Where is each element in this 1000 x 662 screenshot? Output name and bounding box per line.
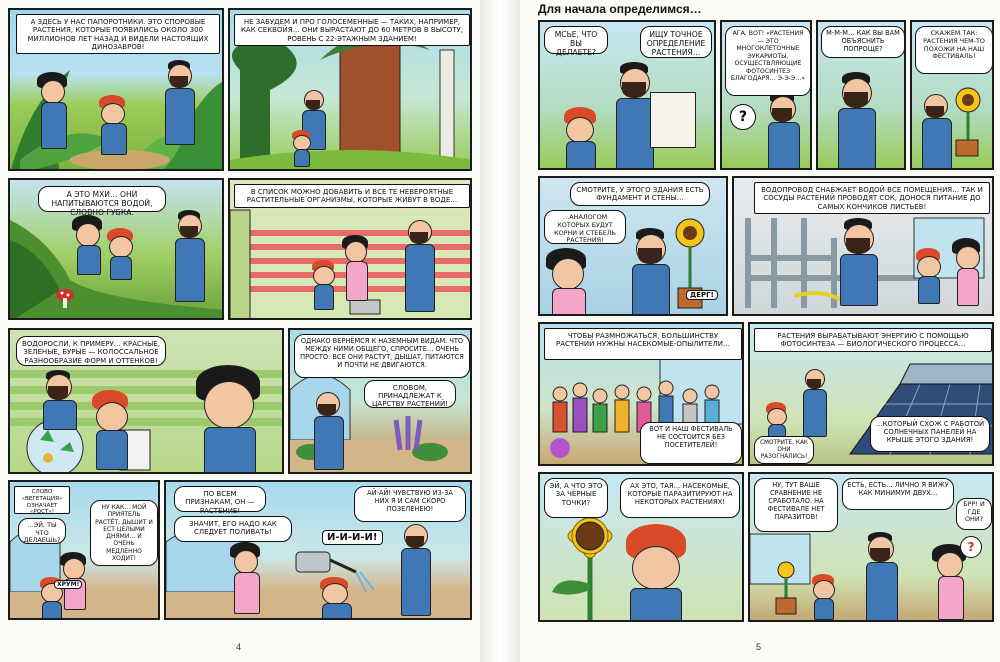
character-bearded-man (396, 524, 436, 619)
sfx-tug: ДЕРГ! (686, 290, 718, 300)
newspaper-icon (650, 92, 696, 148)
panel-festival (910, 20, 994, 170)
character-bearded-man (310, 392, 346, 472)
question-mark-bubble: ? (730, 104, 756, 130)
panel-parasites (748, 472, 994, 622)
character-bearded-man (170, 210, 210, 310)
character-redhead-boy (95, 95, 131, 155)
speech-bubble-explain-simpler: М-М-М… КАК ВЫ ВАМ ОБЪЯСНИТЬ ПОПРОЩЕ? (821, 26, 905, 58)
character-bearded-man (834, 218, 884, 308)
question-mark-bubble: ? (960, 536, 982, 558)
speech-bubble-algae: ВОДОРОСЛИ, К ПРИМЕРУ… КРАСНЫЕ, ЗЕЛЕНЫЕ, БУРЫЕ — КОЛОССАЛЬНОЕ РАЗНООБРАЗИЕ ФОРМ И ОТТЕНКОВ! (16, 336, 166, 366)
character-bearded-man (762, 92, 806, 170)
sfx-scream: И-И-И-И! (322, 530, 383, 545)
speech-bubble-searching: ИЩУ ТОЧНОЕ ОПРЕДЕЛЕНИЕ РАСТЕНИЯ… (640, 26, 712, 58)
character-redhead-boy (105, 228, 135, 278)
speech-bubble-solar-panels: …КОТОРЫЙ СХОЖ С РАБОТОЙ СОЛНЕЧНЫХ ПАНЕЛЕЙ НА КРЫШЕ ЭТОГО ЗДАНИЯ! (870, 416, 990, 452)
speech-bubble-roots-stem: …АНАЛОГОМ КОТОРЫХ БУДУТ КОРНИ И СТЕБЕЛЬ РАСТЕНИЯ! (544, 210, 626, 244)
panel-plumbing (732, 176, 994, 316)
speech-bubble-what-doing: …ЭЙ, ТЫ ЧТО ДЕЛАЕШЬ? (18, 518, 66, 544)
caption-plumbing: ВОДОПРОВОД СНАБЖАЕТ ВОДОЙ ВСЕ ПОМЕЩЕНИЯ… ТАК И СОСУДЫ РАСТЕНИЙ ПРОВОДЯТ СОК, ДОНОСЯ ПИТАНИЕ ДО САМЫХ КОНЧИКОВ ЛИСТЬЕВ! (754, 182, 990, 214)
caption-photosynthesis: РАСТЕНИЯ ВЫРАБАТЫВАЮТ ЭНЕРГИЮ С ПОМОЩЬЮ ФОТОСИНТЕЗА — БИОЛОГИЧЕСКОГО ПРОЦЕССА… (754, 328, 992, 352)
speech-bubble-plant-kingdom: СЛОВОМ, ПРИНАДЛЕЖАТ К ЦАРСТВУ РАСТЕНИЙ! (364, 380, 456, 408)
speech-bubble-black-dots: ЭЙ, А ЧТО ЭТО ЗА ЧЁРНЫЕ ТОЧКИ? (544, 478, 608, 518)
character-girl (342, 235, 370, 305)
page-number-left: 4 (236, 642, 242, 652)
speech-bubble-comparison-failed: НУ, ТУТ ВАШЕ СРАВНЕНИЕ НЕ СРАБОТАЛО. НА ФЕСТИВАЛЕ НЕТ ПАРАЗИТОВ! (754, 478, 838, 532)
character-girl (226, 542, 266, 617)
panel-mosses (8, 178, 224, 320)
spine-gutter (480, 0, 520, 662)
panel-algae (8, 328, 284, 474)
panel-pollinators (538, 322, 744, 466)
character-redhead-boy (620, 524, 690, 622)
panel-explain (816, 20, 906, 170)
character-bearded-man (860, 532, 904, 622)
character-redhead-boy (90, 390, 132, 470)
character-girl (544, 248, 594, 316)
character-redhead-boy (316, 577, 356, 617)
panel-definition (720, 20, 812, 170)
character-redhead-boy (310, 260, 336, 310)
speech-bubble-water-him: ЗНАЧИТ, ЕГО НАДО КАК СЛЕДУЕТ ПОЛИВАТЬ! (174, 516, 292, 542)
speech-bubble-turn-green: АЙ-АЙ! ЧУВСТВУЮ ИЗ-ЗА НИХ Я И САМ СКОРО ПОЗЕЛЕНЕЮ! (354, 486, 466, 522)
speech-bubble-foundation: СМОТРИТЕ, У ЭТОГО ЗДАНИЯ ЕСТЬ ФУНДАМЕНТ И СТЕНЫ… (570, 182, 710, 206)
speech-bubble-sped-up: СМОТРИТЕ, КАК ОНИ РАЗОГНАЛИСЬ! (754, 436, 814, 464)
character-bearded-man (800, 369, 830, 439)
character-girl (72, 215, 104, 275)
panel-solar (748, 322, 994, 466)
panel-black-dots (538, 472, 744, 622)
sfx-crunch: ХРУМ! (54, 580, 82, 589)
speech-bubble-where-are-they: БРР! И ГДЕ ОНИ? (956, 498, 992, 530)
caption-sequoia: НЕ ЗАБУДЕМ И ПРО ГОЛОСЕМЕННЫЕ — ТАКИХ, НАПРИМЕР, КАК СЕКВОЙЯ… ОНИ ВЫРАСТАЮТ ДО 60 МЕТРОВ В ВЫСОТУ, РОВЕНЬ С 22-ЭТАЖНЫМ ЗДАНИЕМ! (234, 14, 470, 46)
character-bearded-man (40, 370, 80, 430)
page-number-right: 5 (756, 642, 762, 652)
speech-bubble-like-festival: СКАЖЕМ ТАК: РАСТЕНИЯ ЧЕМ-ТО ПОХОЖИ НА НАШ ФЕСТИВАЛЬ! (915, 26, 993, 74)
panel-newspaper (538, 20, 716, 170)
speech-bubble-plant-signs: ПО ВСЕМ ПРИЗНАКАМ, ОН — РАСТЕНИЕ! (174, 486, 266, 512)
panel-vegetation (8, 480, 160, 620)
panel-aquatic (228, 178, 472, 320)
page-heading: Для начала определимся… (538, 2, 702, 16)
character-bearded-man (626, 228, 676, 316)
caption-pollinators: ЧТОБЫ РАЗМНОЖАТЬСЯ, БОЛЬШИНСТВУ РАСТЕНИЙ НУЖНЫ НАСЕКОМЫЕ-ОПЫЛИТЕЛИ… (544, 328, 742, 360)
character-bearded-man (160, 60, 200, 150)
character-girl (952, 238, 982, 308)
speech-bubble-at-least-two: ЕСТЬ, ЕСТЬ… ЛИЧНО Я ВИЖУ КАК МИНИМУМ ДВУХ… (842, 478, 954, 510)
character-girl (35, 72, 71, 152)
speech-bubble-visitors: ВОТ И НАШ ФЕСТИВАЛЬ НЕ СОСТОИТСЯ БЕЗ ПОСЕТИТЕЛЕЙ! (640, 422, 742, 464)
speech-bubble-my-friend: НУ КАК… МОЙ ПРИЯТЕЛЬ РАСТЁТ, ДЫШИТ И ЕСТ ЦЕЛЫМИ ДНЯМИ… И ОЧЕНЬ МЕДЛЕННО ХОДИТ! (90, 500, 158, 566)
character-redhead-boy (810, 574, 836, 619)
speech-bubble-aha: АГА, ВОТ! «РАСТЕНИЯ — ЭТО МНОГОКЛЕТОЧНЫЕ ЭУКАРИОТЫ, ОСУЩЕСТВЛЯЮЩИЕ ФОТОСИНТЕЗ БЛАГОДАРЯ… Э-Э-Э…» (725, 26, 811, 96)
speech-bubble-insects: АХ ЭТО, ТАЯ… НАСЕКОМЫЕ, КОТОРЫЕ ПАРАЗИТИРУЮТ НА НЕКОТОРЫХ РАСТЕНИЯХ! (620, 478, 740, 518)
panel-watering (164, 480, 472, 620)
character-redhead-boy (560, 107, 600, 169)
character-girl (190, 365, 270, 474)
panel-sequoia (228, 8, 472, 171)
character-bearded-man (918, 94, 954, 170)
panel-ferns (8, 8, 224, 171)
left-page (0, 0, 480, 662)
character-redhead-boy (290, 130, 312, 165)
caption-aquatic: В СПИСОК МОЖНО ДОБАВИТЬ И ВСЕ ТЕ НЕВЕРОЯТНЫЕ РАСТИТЕЛЬНЫЕ ОРГАНИЗМЫ, КОТОРЫЕ ЖИВУТ В ВОДЕ… (234, 184, 470, 208)
character-redhead-boy (914, 248, 942, 304)
caption-vegetation: СЛОВО «ВЕГЕТАЦИЯ» ОЗНАЧАЕТ «РОСТ»! (14, 486, 70, 514)
speech-bubble-mosses: А ЭТО МХИ… ОНИ НАПИТЫВАЮТСЯ ВОДОЙ, СЛОВНО ГУБКА. (38, 186, 166, 212)
caption-ferns: А ЗДЕСЬ У НАС ПАПОРОТНИКИ. ЭТО СПОРОВЫЕ РАСТЕНИЯ, КОТОРЫЕ ПОЯВИЛИСЬ ОКОЛО 300 МИЛЛИОНОВ ЛЕТ НАЗАД И ВИДЕЛИ НАСТОЯЩИХ ДИНОЗАВРОВ! (16, 14, 220, 54)
character-bearded-man (832, 72, 882, 170)
character-bearded-man (400, 220, 438, 315)
panel-land-plants (288, 328, 472, 474)
speech-bubble-land-plants: ОДНАКО ВЕРНЁМСЯ К НАЗЕМНЫМ ВИДАМ. ЧТО МЕЖДУ НИМИ ОБЩЕГО, СПРОСИТЕ… ОЧЕНЬ ПРОСТО: ВСЕ ОНИ РАСТУТ, ДЫШАТ, ПИТАЮТСЯ И ПОЧТИ НЕ ДВИГАЮТСЯ. (294, 334, 470, 378)
speech-bubble-monsieur: МСЬЕ, ЧТО ВЫ ДЕЛАЕТЕ? (544, 26, 608, 54)
right-page (520, 0, 1000, 662)
panel-foundation (538, 176, 728, 316)
